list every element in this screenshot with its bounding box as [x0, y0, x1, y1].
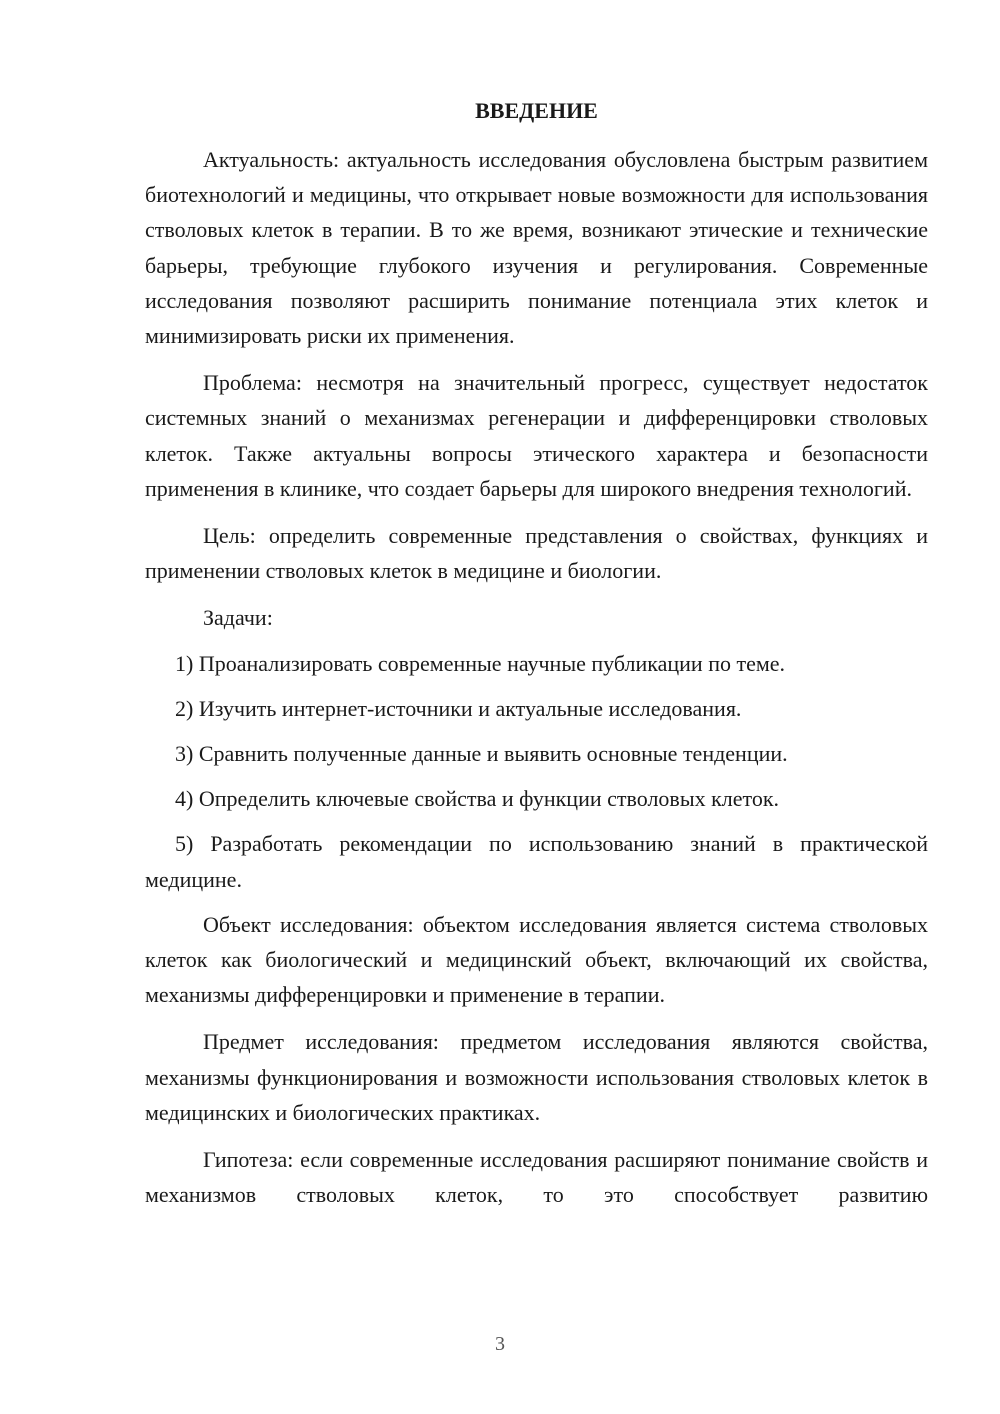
paragraph-subject: Предмет исследования: предметом исследования являются свойства, механизмы функционирования и возможности использования стволовых клеток в медицинских и биологических практиках.	[145, 1029, 928, 1125]
task-item-5: 5) Разработать рекомендации по использованию знаний в практической медицине.	[145, 831, 928, 892]
paragraph-hypothesis: Гипотеза: если современные исследования расширяют понимание свойств и механизмов стволовых клеток, то это способствует развитию	[145, 1147, 928, 1208]
paragraph-goal: Цель: определить современные представления о свойствах, функциях и применении стволовых клеток в медицине и биологии.	[145, 523, 928, 584]
document-page	[145, 94, 928, 1224]
paragraph-relevance: Актуальность: актуальность исследования обусловлена быстрым развитием биотехнологий и медицины, что открывает новые возможности для использования стволовых клеток в терапии. В то же время, возникают этические и технические барьеры, требующие глубокого изучения и регулирования. Современные исследования позволяют расширить понимание потенциала этих клеток и минимизировать риски их применения.	[145, 147, 928, 349]
tasks-label: Задачи:	[203, 605, 273, 631]
paragraph-problem: Проблема: несмотря на значительный прогресс, существует недостаток системных знаний о механизмах регенерации и дифференцировки стволовых клеток. Также актуальны вопросы этического характера и безопасности применения в клинике, что создает барьеры для широкого внедрения технологий.	[145, 370, 928, 501]
task-item-1: 1) Проанализировать современные научные публикации по теме.	[175, 650, 786, 676]
paragraph-object: Объект исследования: объектом исследования является система стволовых клеток как биологический и медицинский объект, включающий их свойства, механизмы дифференцировки и применение в терапии.	[145, 911, 928, 1008]
task-item-4: 4) Определить ключевые свойства и функции стволовых клеток.	[175, 786, 780, 812]
page-number: 3	[495, 1333, 505, 1355]
task-item-2: 2) Изучить интернет-источники и актуальные исследования.	[175, 695, 742, 721]
task-item-3: 3) Сравнить полученные данные и выявить основные тенденции.	[175, 741, 788, 767]
section-heading: ВВЕДЕНИЕ	[475, 98, 598, 123]
